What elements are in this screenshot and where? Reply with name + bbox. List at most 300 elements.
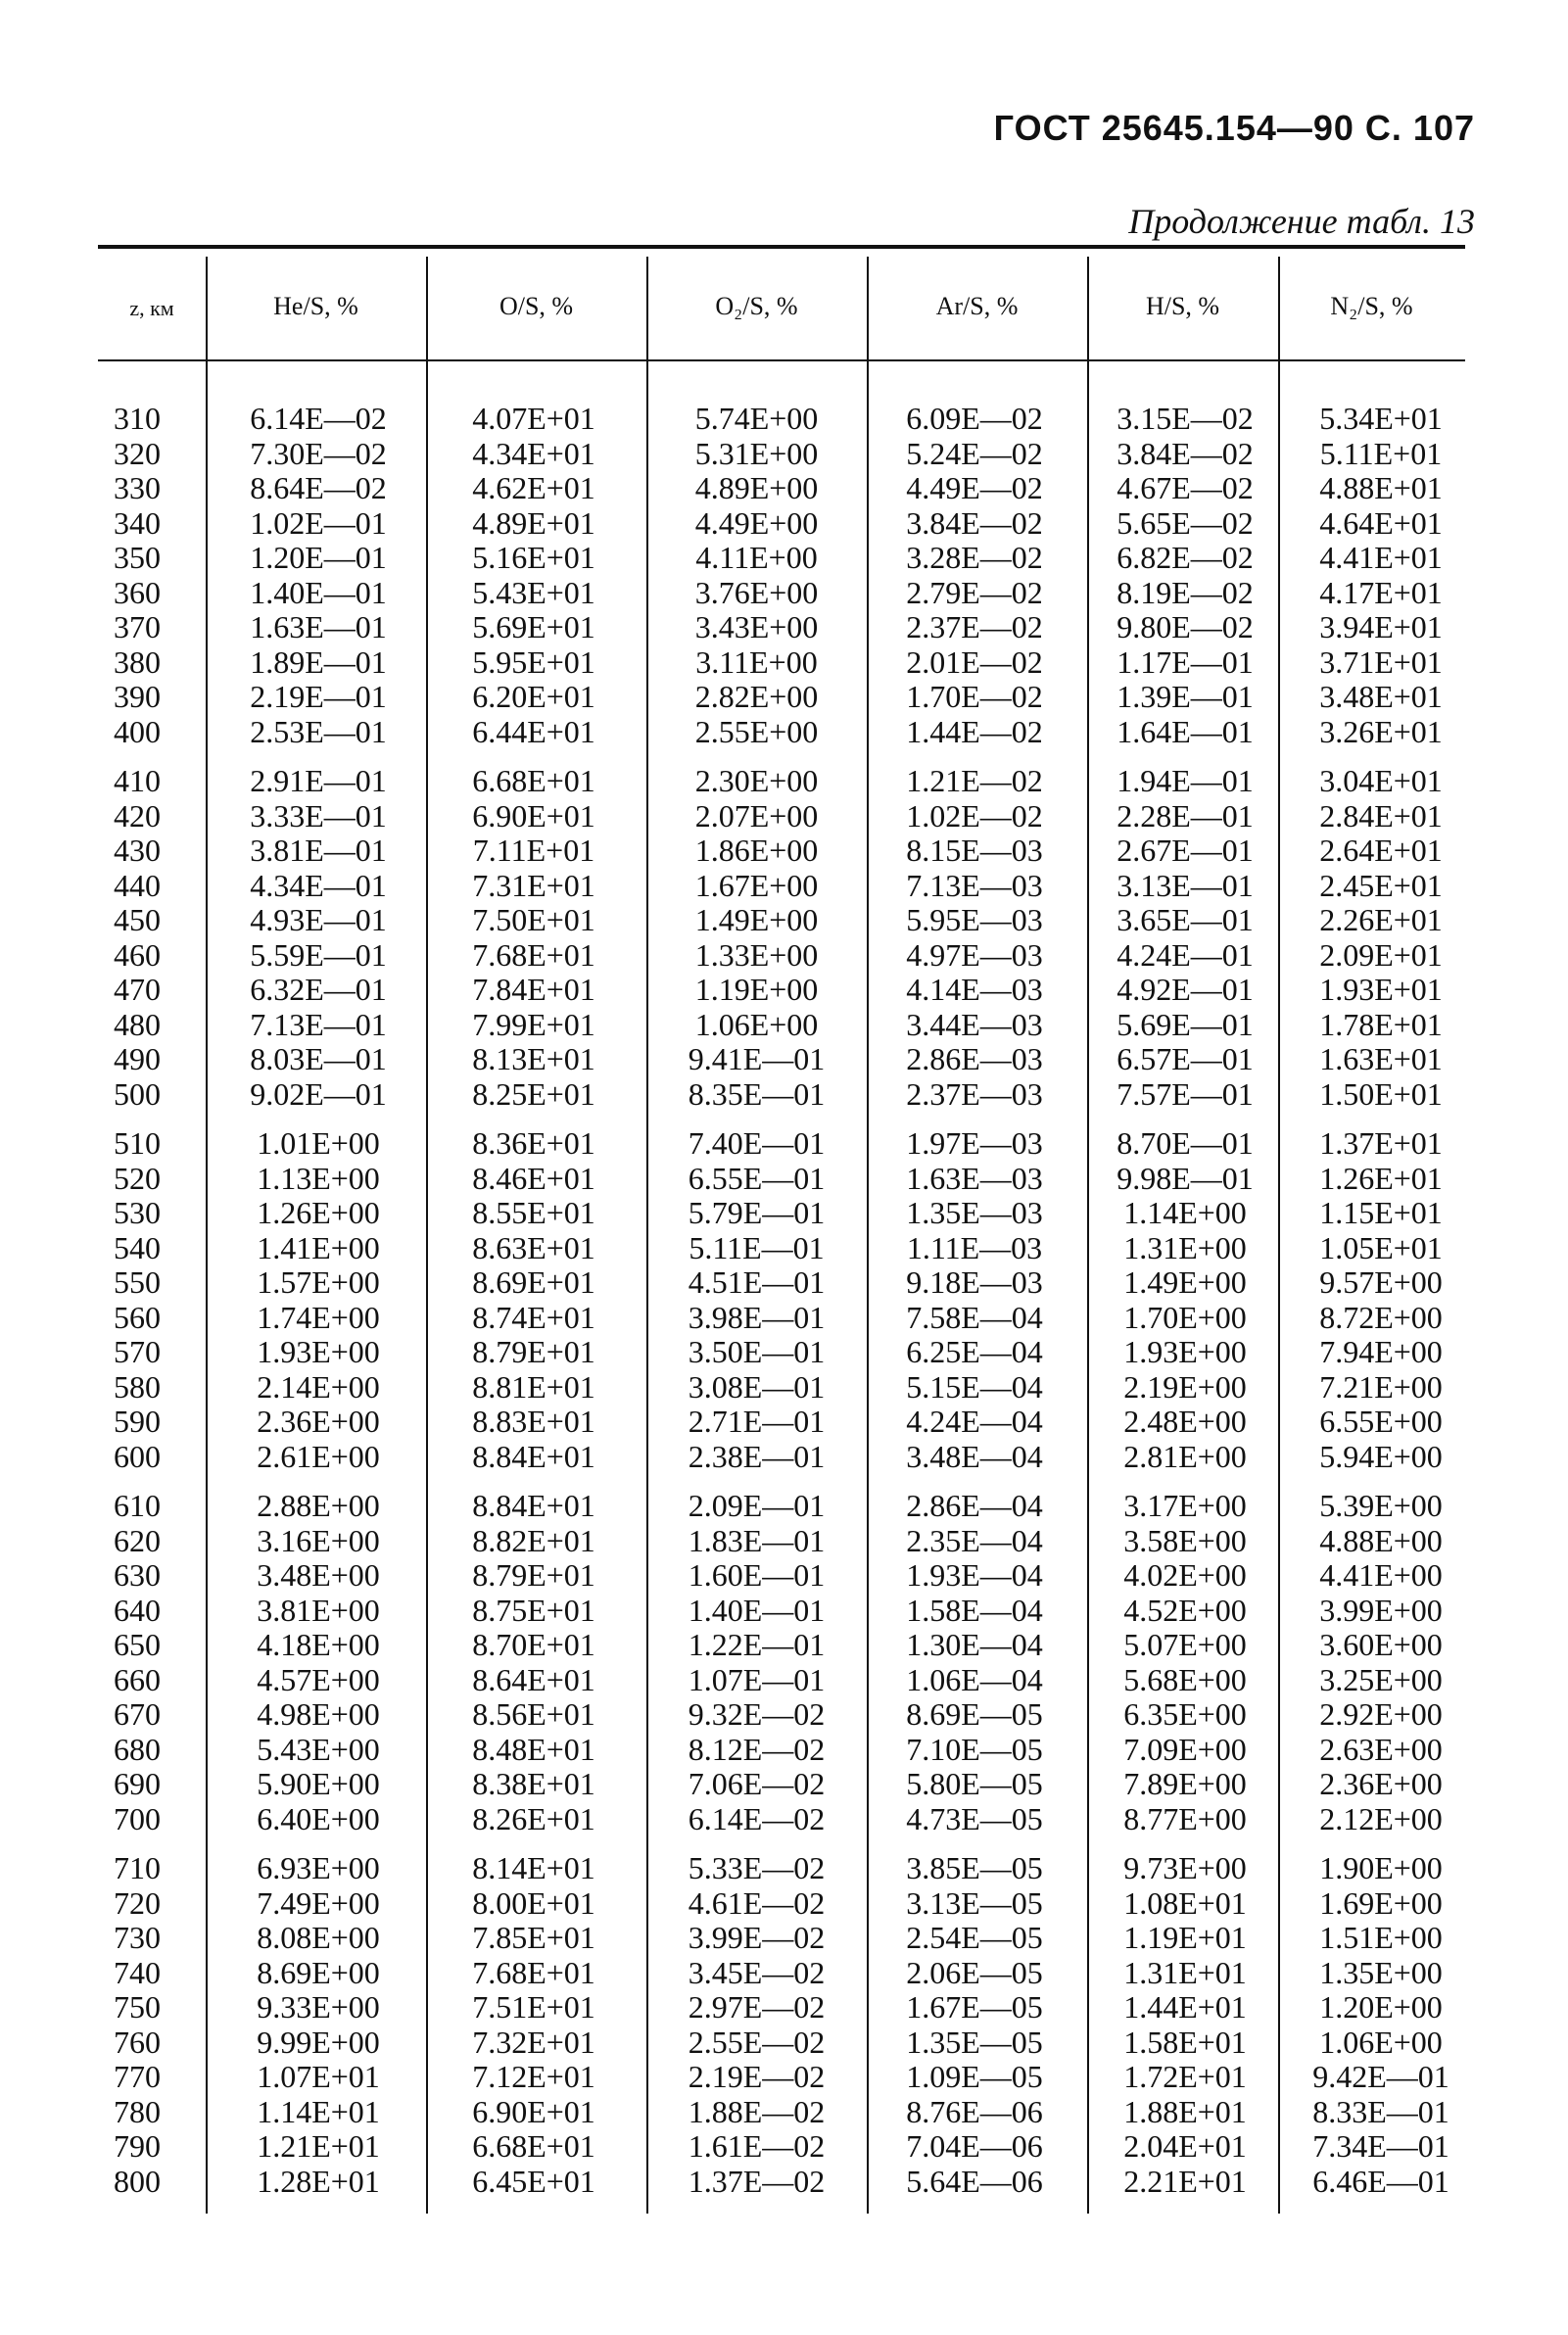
cell-o: 8.83E+01 <box>472 1404 595 1439</box>
table-row <box>98 1077 1465 1113</box>
cell-o: 8.63E+01 <box>472 1229 595 1265</box>
cell-n2: 2.36E+00 <box>1319 1766 1443 1801</box>
cell-o2: 1.07E—01 <box>688 1661 826 1697</box>
table-row <box>98 402 1465 437</box>
cell-ar: 8.15E—03 <box>906 833 1043 868</box>
cell-altitude: 520 <box>114 1160 161 1196</box>
cell-ar: 1.58E—04 <box>906 1592 1043 1628</box>
cell-o2: 2.55E+00 <box>694 713 819 749</box>
cell-o2: 5.11E—01 <box>689 1229 825 1265</box>
cell-he: 3.81E+00 <box>257 1592 380 1628</box>
cell-n2: 1.15E+01 <box>1319 1195 1443 1230</box>
column-header-ar: Ar/S, % <box>935 292 1019 320</box>
table-row <box>98 869 1465 904</box>
column-header-o2: O₂/S, % <box>715 292 798 320</box>
cell-he: 8.08E+00 <box>257 1920 380 1955</box>
cell-o2: 1.88E—02 <box>688 2093 826 2129</box>
cell-ar: 1.70E—02 <box>906 679 1043 714</box>
cell-o2: 7.06E—02 <box>688 1766 826 1801</box>
cell-he: 5.43E+00 <box>257 1731 380 1767</box>
cell-altitude: 740 <box>114 1954 161 1990</box>
cell-ar: 3.85E—05 <box>906 1850 1043 1885</box>
cell-altitude: 790 <box>114 2128 161 2164</box>
cell-n2: 2.63E+00 <box>1319 1731 1443 1767</box>
cell-ar: 3.84E—02 <box>906 504 1043 541</box>
cell-altitude: 330 <box>114 470 161 505</box>
cell-altitude: 700 <box>114 1800 161 1836</box>
cell-ar: 2.37E—03 <box>906 1075 1043 1112</box>
table-row <box>98 1335 1465 1370</box>
cell-h: 5.68E+00 <box>1123 1661 1247 1697</box>
table-row <box>98 2025 1465 2061</box>
cell-o: 7.99E+01 <box>472 1006 595 1042</box>
cell-o2: 7.40E—01 <box>688 1125 826 1161</box>
cell-n2: 1.78E+01 <box>1319 1006 1443 1042</box>
cell-ar: 1.11E—03 <box>906 1229 1043 1265</box>
table-row <box>98 1558 1465 1594</box>
cell-he: 1.21E+01 <box>257 2128 380 2164</box>
cell-n2: 8.72E+00 <box>1319 1299 1443 1335</box>
cell-ar: 5.80E—05 <box>906 1766 1043 1801</box>
cell-altitude: 570 <box>114 1334 161 1369</box>
cell-altitude: 620 <box>114 1522 161 1558</box>
cell-altitude: 670 <box>114 1696 161 1732</box>
cell-h: 5.65E—02 <box>1117 504 1254 541</box>
cell-o: 8.81E+01 <box>472 1368 595 1405</box>
cell-o: 8.56E+01 <box>472 1696 595 1732</box>
cell-n2: 3.99E+00 <box>1319 1592 1443 1628</box>
table-row <box>98 1231 1465 1266</box>
cell-h: 1.19E+01 <box>1123 1920 1247 1955</box>
cell-h: 1.31E+01 <box>1123 1954 1247 1990</box>
cell-o2: 1.40E—01 <box>688 1592 826 1628</box>
cell-h: 3.15E—02 <box>1117 401 1254 436</box>
cell-h: 6.57E—01 <box>1117 1041 1254 1076</box>
cell-he: 8.64E—02 <box>250 470 387 505</box>
cell-he: 1.74E+00 <box>257 1299 380 1335</box>
cell-h: 1.58E+01 <box>1123 2024 1247 2060</box>
table-row <box>98 1126 1465 1162</box>
table-row <box>98 1733 1465 1768</box>
table-row <box>98 764 1465 799</box>
cell-n2: 2.92E+00 <box>1319 1696 1443 1732</box>
cell-altitude: 600 <box>114 1438 161 1474</box>
cell-altitude: 690 <box>114 1766 161 1801</box>
cell-o2: 1.22E—01 <box>688 1627 826 1662</box>
cell-he: 1.14E+01 <box>257 2093 380 2129</box>
table-row <box>98 1265 1465 1301</box>
cell-he: 5.90E+00 <box>257 1766 380 1801</box>
cell-ar: 1.44E—02 <box>906 713 1043 749</box>
cell-altitude: 760 <box>114 2024 161 2060</box>
cell-altitude: 580 <box>114 1368 161 1405</box>
column-header-o: O/S, % <box>499 292 574 320</box>
cell-altitude: 350 <box>114 540 161 575</box>
cell-ar: 1.21E—02 <box>906 763 1043 798</box>
cell-n2: 7.94E+00 <box>1319 1334 1443 1369</box>
table-row <box>98 2129 1465 2165</box>
cell-h: 1.64E—01 <box>1117 713 1254 749</box>
cell-h: 1.17E—01 <box>1117 643 1254 680</box>
cell-h: 4.52E+00 <box>1123 1592 1247 1628</box>
cell-o2: 8.12E—02 <box>688 1731 826 1767</box>
cell-n2: 2.12E+00 <box>1319 1800 1443 1836</box>
cell-ar: 2.54E—05 <box>906 1920 1043 1955</box>
running-head: ГОСТ 25645.154—90 С. 107 <box>993 108 1475 148</box>
cell-o2: 2.82E+00 <box>694 679 819 714</box>
cell-n2: 2.45E+01 <box>1319 867 1443 903</box>
cell-o: 6.90E+01 <box>472 797 595 834</box>
cell-o: 5.95E+01 <box>472 643 595 680</box>
cell-ar: 5.24E—02 <box>906 435 1043 471</box>
cell-o: 7.84E+01 <box>472 972 595 1007</box>
cell-altitude: 420 <box>114 797 161 834</box>
cell-n2: 1.05E+01 <box>1319 1229 1443 1265</box>
cell-h: 6.82E—02 <box>1117 540 1254 575</box>
cell-altitude: 750 <box>114 1989 161 2025</box>
cell-n2: 4.17E+01 <box>1319 574 1443 610</box>
table-continuation-caption: Продолжение табл. 13 <box>1128 202 1475 241</box>
column-header-n2: N₂/S, % <box>1330 292 1413 320</box>
cell-n2: 3.48E+01 <box>1319 679 1443 714</box>
cell-n2: 3.60E+00 <box>1319 1627 1443 1662</box>
cell-n2: 6.55E+00 <box>1319 1404 1443 1439</box>
cell-ar: 2.79E—02 <box>906 574 1043 610</box>
table-row <box>98 1594 1465 1629</box>
cell-he: 7.49E+00 <box>257 1884 380 1921</box>
cell-he: 9.33E+00 <box>257 1989 380 2025</box>
cell-he: 4.18E+00 <box>257 1627 380 1662</box>
cell-ar: 2.06E—05 <box>906 1954 1043 1990</box>
cell-altitude: 460 <box>114 936 161 973</box>
cell-n2: 2.64E+01 <box>1319 833 1443 868</box>
cell-o: 8.84E+01 <box>472 1488 595 1523</box>
cell-altitude: 530 <box>114 1195 161 1230</box>
cell-h: 3.65E—01 <box>1117 902 1254 937</box>
cell-o2: 3.11E+00 <box>695 643 818 680</box>
cell-n2: 5.11E+01 <box>1319 435 1443 471</box>
cell-n2: 3.25E+00 <box>1319 1661 1443 1697</box>
cell-n2: 8.33E—01 <box>1312 2093 1449 2129</box>
cell-ar: 4.97E—03 <box>906 936 1043 973</box>
table-body <box>98 402 1465 2214</box>
cell-altitude: 590 <box>114 1404 161 1439</box>
cell-altitude: 310 <box>114 401 161 436</box>
cell-h: 2.19E+00 <box>1123 1368 1247 1405</box>
cell-n2: 3.04E+01 <box>1319 763 1443 798</box>
cell-o2: 4.11E+00 <box>695 540 818 575</box>
cell-o: 4.34E+01 <box>472 435 595 471</box>
cell-h: 1.31E+00 <box>1123 1229 1247 1265</box>
table-row <box>98 1196 1465 1231</box>
cell-o: 7.31E+01 <box>472 867 595 903</box>
cell-o2: 2.97E—02 <box>688 1989 826 2025</box>
column-header-altitude: z, км <box>129 296 174 320</box>
cell-o2: 4.51E—01 <box>688 1264 826 1300</box>
cell-o2: 1.06E+00 <box>694 1006 819 1042</box>
cell-he: 4.57E+00 <box>257 1661 380 1697</box>
cell-h: 2.48E+00 <box>1123 1404 1247 1439</box>
cell-he: 3.48E+00 <box>257 1557 380 1593</box>
cell-o2: 2.19E—02 <box>688 2059 826 2094</box>
cell-o2: 1.60E—01 <box>688 1557 826 1593</box>
cell-ar: 4.14E—03 <box>906 972 1043 1007</box>
cell-altitude: 320 <box>114 435 161 471</box>
cell-altitude: 510 <box>114 1125 161 1161</box>
cell-h: 2.04E+01 <box>1123 2128 1247 2164</box>
cell-n2: 7.34E—01 <box>1312 2128 1449 2164</box>
cell-ar: 2.35E—04 <box>906 1522 1043 1558</box>
cell-h: 1.08E+01 <box>1123 1884 1247 1921</box>
cell-altitude: 500 <box>114 1075 161 1112</box>
cell-he: 2.36E+00 <box>257 1404 380 1439</box>
cell-o: 8.48E+01 <box>472 1731 595 1767</box>
cell-o: 4.07E+01 <box>472 401 595 436</box>
cell-o: 7.51E+01 <box>472 1989 595 2025</box>
cell-he: 1.63E—01 <box>250 609 387 644</box>
cell-o2: 2.30E+00 <box>694 763 819 798</box>
column-header-he: He/S, % <box>273 292 358 320</box>
cell-h: 3.13E—01 <box>1117 867 1254 903</box>
cell-h: 9.73E+00 <box>1123 1850 1247 1885</box>
cell-h: 2.28E—01 <box>1117 797 1254 834</box>
cell-h: 8.70E—01 <box>1117 1125 1254 1161</box>
cell-o: 7.32E+01 <box>472 2024 595 2060</box>
table-row <box>98 1489 1465 1524</box>
cell-n2: 4.88E+00 <box>1319 1522 1443 1558</box>
cell-ar: 1.97E—03 <box>906 1125 1043 1161</box>
table-header-rule <box>98 359 1465 361</box>
cell-altitude: 430 <box>114 833 161 868</box>
cell-he: 3.16E+00 <box>257 1522 380 1558</box>
cell-h: 8.19E—02 <box>1117 574 1254 610</box>
cell-o2: 9.41E—01 <box>688 1041 826 1076</box>
cell-h: 4.92E—01 <box>1117 972 1254 1007</box>
cell-o: 8.46E+01 <box>472 1160 595 1196</box>
cell-altitude: 550 <box>114 1264 161 1300</box>
cell-h: 7.89E+00 <box>1123 1766 1247 1801</box>
cell-ar: 5.95E—03 <box>906 902 1043 937</box>
cell-h: 4.67E—02 <box>1117 470 1254 505</box>
cell-he: 9.02E—01 <box>250 1075 387 1112</box>
cell-h: 1.14E+00 <box>1123 1195 1247 1230</box>
cell-o2: 3.76E+00 <box>694 574 819 610</box>
cell-altitude: 340 <box>114 504 161 541</box>
cell-altitude: 450 <box>114 902 161 937</box>
cell-he: 3.81E—01 <box>250 833 387 868</box>
cell-he: 1.02E—01 <box>250 504 387 541</box>
table-row <box>98 2095 1465 2130</box>
cell-o2: 3.08E—01 <box>688 1368 826 1405</box>
row-group <box>98 1489 1465 1836</box>
cell-n2: 1.35E+00 <box>1319 1954 1443 1990</box>
table-row <box>98 715 1465 750</box>
cell-h: 1.49E+00 <box>1123 1264 1247 1300</box>
cell-o: 6.90E+01 <box>472 2093 595 2129</box>
cell-ar: 3.13E—05 <box>906 1884 1043 1921</box>
cell-ar: 1.30E—04 <box>906 1627 1043 1662</box>
cell-o2: 2.07E+00 <box>694 797 819 834</box>
cell-altitude: 560 <box>114 1299 161 1335</box>
cell-altitude: 660 <box>114 1661 161 1697</box>
cell-n2: 3.94E+01 <box>1319 609 1443 644</box>
table-row <box>98 1405 1465 1440</box>
cell-o2: 5.33E—02 <box>688 1850 826 1885</box>
cell-ar: 2.86E—03 <box>906 1041 1043 1076</box>
cell-n2: 5.34E+01 <box>1319 401 1443 436</box>
cell-o2: 2.38E—01 <box>688 1438 826 1474</box>
cell-o2: 3.50E—01 <box>688 1334 826 1369</box>
cell-ar: 1.93E—04 <box>906 1557 1043 1593</box>
cell-ar: 4.24E—04 <box>906 1404 1043 1439</box>
table-row <box>98 799 1465 834</box>
cell-o: 7.12E+01 <box>472 2059 595 2094</box>
cell-altitude: 640 <box>114 1592 161 1628</box>
cell-he: 2.61E+00 <box>257 1438 380 1474</box>
cell-n2: 4.88E+01 <box>1319 470 1443 505</box>
table-row <box>98 1301 1465 1336</box>
cell-altitude: 650 <box>114 1627 161 1662</box>
cell-ar: 7.58E—04 <box>906 1299 1043 1335</box>
cell-o2: 4.89E+00 <box>694 470 819 505</box>
table-row <box>98 834 1465 869</box>
cell-ar: 2.86E—04 <box>906 1488 1043 1523</box>
cell-o2: 1.19E+00 <box>694 972 819 1007</box>
cell-h: 9.98E—01 <box>1117 1160 1254 1196</box>
cell-o2: 3.99E—02 <box>688 1920 826 1955</box>
cell-ar: 7.10E—05 <box>906 1731 1043 1767</box>
cell-ar: 8.76E—06 <box>906 2093 1043 2129</box>
cell-ar: 3.44E—03 <box>906 1006 1043 1042</box>
cell-h: 6.35E+00 <box>1123 1696 1247 1732</box>
cell-o: 8.82E+01 <box>472 1522 595 1558</box>
table-row <box>98 610 1465 645</box>
cell-h: 2.21E+01 <box>1123 2163 1247 2199</box>
cell-n2: 1.20E+00 <box>1319 1989 1443 2025</box>
table-row <box>98 1628 1465 1663</box>
cell-he: 4.34E—01 <box>250 867 387 903</box>
cell-n2: 9.57E+00 <box>1319 1264 1443 1300</box>
cell-o: 8.84E+01 <box>472 1438 595 1474</box>
table-row <box>98 1008 1465 1043</box>
cell-ar: 4.73E—05 <box>906 1800 1043 1836</box>
cell-n2: 1.26E+01 <box>1319 1160 1443 1196</box>
cell-ar: 7.13E—03 <box>906 867 1043 903</box>
cell-he: 7.30E—02 <box>250 435 387 471</box>
cell-h: 2.81E+00 <box>1123 1438 1247 1474</box>
cell-ar: 8.69E—05 <box>906 1696 1043 1732</box>
cell-ar: 1.63E—03 <box>906 1160 1043 1196</box>
cell-altitude: 800 <box>114 2163 161 2199</box>
table-row <box>98 437 1465 472</box>
cell-h: 5.07E+00 <box>1123 1627 1247 1662</box>
cell-o: 5.43E+01 <box>472 574 595 610</box>
cell-h: 1.44E+01 <box>1123 1989 1247 2025</box>
cell-o: 8.64E+01 <box>472 1661 595 1697</box>
cell-o: 5.16E+01 <box>472 540 595 575</box>
cell-altitude: 390 <box>114 679 161 714</box>
table-row <box>98 903 1465 938</box>
row-group <box>98 1851 1465 2199</box>
row-group <box>98 402 1465 749</box>
cell-o2: 8.35E—01 <box>688 1075 826 1112</box>
cell-n2: 4.41E+00 <box>1319 1557 1443 1593</box>
cell-h: 1.93E+00 <box>1123 1334 1247 1369</box>
cell-altitude: 400 <box>114 713 161 749</box>
cell-h: 1.39E—01 <box>1117 679 1254 714</box>
cell-o: 7.85E+01 <box>472 1920 595 1955</box>
cell-o: 8.55E+01 <box>472 1195 595 1230</box>
cell-o: 8.75E+01 <box>472 1592 595 1628</box>
cell-ar: 4.49E—02 <box>906 470 1043 505</box>
cell-o2: 3.43E+00 <box>694 609 819 644</box>
cell-ar: 7.04E—06 <box>906 2128 1043 2164</box>
cell-ar: 1.67E—05 <box>906 1989 1043 2025</box>
cell-o2: 5.31E+00 <box>694 435 819 471</box>
cell-o2: 1.49E+00 <box>694 902 819 937</box>
cell-he: 8.69E+00 <box>257 1954 380 1990</box>
table-row <box>98 1886 1465 1922</box>
cell-ar: 6.25E—04 <box>906 1334 1043 1369</box>
cell-he: 2.91E—01 <box>250 763 387 798</box>
cell-altitude: 630 <box>114 1557 161 1593</box>
cell-o2: 1.33E+00 <box>694 936 819 973</box>
cell-o: 8.36E+01 <box>472 1125 595 1161</box>
cell-ar: 1.09E—05 <box>906 2059 1043 2094</box>
cell-he: 1.57E+00 <box>257 1264 380 1300</box>
cell-he: 8.03E—01 <box>250 1041 387 1076</box>
cell-o: 5.69E+01 <box>472 609 595 644</box>
cell-o2: 4.49E+00 <box>694 504 819 541</box>
cell-altitude: 680 <box>114 1731 161 1767</box>
cell-o: 8.26E+01 <box>472 1800 595 1836</box>
cell-h: 8.77E+00 <box>1123 1800 1247 1836</box>
cell-n2: 2.26E+01 <box>1319 902 1443 937</box>
cell-altitude: 470 <box>114 972 161 1007</box>
cell-he: 2.53E—01 <box>250 713 387 749</box>
cell-n2: 1.90E+00 <box>1319 1850 1443 1885</box>
cell-n2: 5.94E+00 <box>1319 1438 1443 1474</box>
cell-n2: 3.26E+01 <box>1319 713 1443 749</box>
cell-altitude: 610 <box>114 1488 161 1523</box>
cell-h: 7.09E+00 <box>1123 1731 1247 1767</box>
table-row <box>98 680 1465 715</box>
table-row <box>98 1802 1465 1837</box>
cell-n2: 6.46E—01 <box>1312 2163 1449 2199</box>
cell-altitude: 720 <box>114 1884 161 1921</box>
cell-ar: 1.06E—04 <box>906 1661 1043 1697</box>
cell-ar: 5.64E—06 <box>906 2163 1043 2199</box>
cell-he: 7.13E—01 <box>250 1006 387 1042</box>
cell-h: 2.67E—01 <box>1117 833 1254 868</box>
cell-h: 3.58E+00 <box>1123 1522 1247 1558</box>
cell-he: 1.01E+00 <box>257 1125 380 1161</box>
cell-altitude: 380 <box>114 643 161 680</box>
cell-o2: 6.55E—01 <box>688 1160 826 1196</box>
cell-altitude: 770 <box>114 2059 161 2094</box>
cell-he: 1.26E+00 <box>257 1195 380 1230</box>
cell-ar: 2.01E—02 <box>906 643 1043 680</box>
cell-h: 1.88E+01 <box>1123 2093 1247 2129</box>
cell-ar: 1.35E—05 <box>906 2024 1043 2060</box>
cell-o: 6.20E+01 <box>472 679 595 714</box>
cell-he: 6.32E—01 <box>250 972 387 1007</box>
cell-he: 1.40E—01 <box>250 574 387 610</box>
cell-o: 6.44E+01 <box>472 713 595 749</box>
cell-h: 4.02E+00 <box>1123 1557 1247 1593</box>
cell-o: 8.70E+01 <box>472 1627 595 1662</box>
table-row <box>98 1440 1465 1475</box>
